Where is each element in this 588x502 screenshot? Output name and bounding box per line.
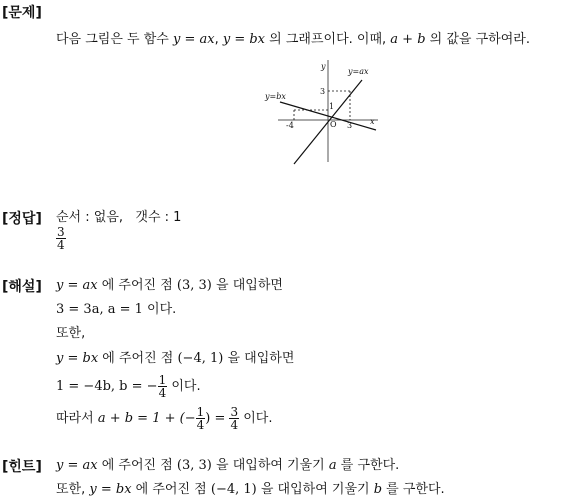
solution-line-1: y = ax 에 주어진 점 (3, 3) 을 대입하면 [56,278,283,293]
x-axis-label: x [370,117,375,126]
answer-label: [정답] [2,211,42,227]
hint-label: [힌트] [2,459,42,475]
origin-label: O [330,120,337,129]
hint-line-2: 또한, y = bx 에 주어진 점 (−4, 1) 을 대입하여 기울기 b 를 구한다. [56,482,445,497]
tick-label-y1: 1 [329,102,335,111]
function-graph [260,58,390,166]
solution-label: [해설] [2,279,42,295]
solution-line-6: 따라서 a + b = 1 + (− $\frac{1}{4}$ ) = $\frac{3}{4}$ 이다. [56,405,273,432]
solution-line-2: 3 = 3a, a = 1 이다. [56,302,177,317]
solution-line-5: 1 = −4b, b = − $\frac{1}{4}$ 이다. [56,373,201,400]
line-ax-label: y=ax [348,67,369,76]
hint-line-1: y = ax 에 주어진 점 (3, 3) 을 대입하여 기울기 a 를 구한다. [56,458,400,473]
tick-label-x3: 3 [347,121,353,130]
answer-meta: 순서 : 없음, 갯수 : 1 [56,210,182,225]
answer-value: $\frac{3}{4}$ [57,225,65,252]
solution-line-3: 또한, [56,326,86,341]
tick-label-xm4: -4 [286,121,294,130]
line-bx-label: y=bx [265,92,286,101]
problem-text: 다음 그림은 두 함수 y = ax, y = bx 의 그래프이다. 이때, a + b 의 값을 구하여라. [56,32,530,47]
solution-line-4: y = bx 에 주어진 점 (−4, 1) 을 대입하면 [56,351,295,366]
problem-label: [문제] [2,5,42,21]
y-axis-label: y [321,62,326,71]
tick-label-y3: 3 [320,87,326,96]
